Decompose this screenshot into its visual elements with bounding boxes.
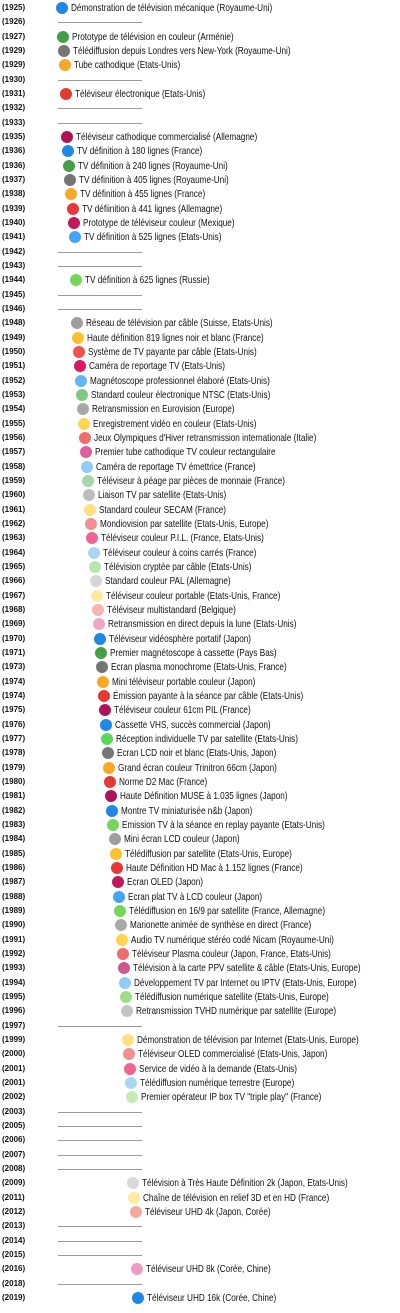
year-label: (1982) bbox=[2, 805, 26, 815]
event-dot bbox=[68, 217, 80, 229]
year-label: (1988) bbox=[2, 891, 26, 901]
event-dot bbox=[118, 962, 130, 974]
year-label: (1967) bbox=[2, 590, 26, 600]
event-dot bbox=[104, 776, 116, 788]
year-label: (1971) bbox=[2, 648, 26, 657]
event-dot bbox=[119, 977, 131, 989]
event-label: Téléviseur UHD 8k (Corée, Chine) bbox=[145, 1263, 271, 1276]
year-divider bbox=[58, 108, 142, 109]
event-label: Télédiffusion par satellite (Etats-Unis, Europe) bbox=[124, 847, 292, 860]
year-label: (1987) bbox=[2, 877, 26, 887]
event-label: Audio TV numérique stéréo codé Nicam (Royaume-Uni) bbox=[130, 933, 334, 946]
year-label: (1983) bbox=[2, 820, 26, 829]
event-label: Téléviseur Plasma couleur (Japon, France, Etats-Unis) bbox=[131, 948, 331, 960]
year-divider bbox=[58, 1284, 142, 1285]
event-dot bbox=[120, 991, 132, 1003]
event-dot bbox=[124, 1063, 136, 1075]
event-label: Émission payante à la séance par câble (Etats-Unis) bbox=[113, 690, 304, 702]
event-dot bbox=[91, 590, 103, 602]
year-label: (2005) bbox=[2, 1121, 26, 1130]
event-dot bbox=[78, 418, 90, 430]
year-divider bbox=[58, 1140, 142, 1141]
year-label: (2003) bbox=[2, 1106, 26, 1116]
year-label: (1959) bbox=[2, 476, 26, 485]
event-label: Premier magnétoscope à cassette (Pays Bas) bbox=[109, 647, 277, 659]
year-label: (1977) bbox=[2, 734, 26, 743]
year-label: (2014) bbox=[2, 1235, 26, 1245]
year-label: (2012) bbox=[2, 1207, 26, 1216]
year-divider bbox=[58, 123, 142, 124]
event-dot bbox=[130, 1206, 142, 1218]
year-label: (2009) bbox=[2, 1178, 26, 1188]
event-label: Mini téléviseur portable couleur (Japon) bbox=[111, 675, 256, 688]
year-label: (1992) bbox=[2, 949, 26, 958]
event-label: Démonstration de télévision par Internet (Etats-Unis, Europe) bbox=[137, 1034, 359, 1046]
event-label: Téléviseur couleur portable (Etats-Unis, France) bbox=[105, 589, 280, 602]
event-dot bbox=[62, 145, 74, 157]
event-dot bbox=[84, 504, 96, 516]
year-label: (1991) bbox=[2, 934, 26, 944]
event-dot bbox=[93, 618, 105, 630]
event-dot bbox=[102, 747, 114, 759]
event-dot bbox=[81, 461, 93, 473]
year-divider bbox=[58, 1226, 142, 1227]
event-label: Ecran plat TV à LCD couleur (Japon) bbox=[127, 890, 262, 903]
event-dot bbox=[61, 131, 73, 143]
event-label: Standard couleur SECAM (France) bbox=[99, 503, 227, 516]
event-dot bbox=[103, 762, 115, 774]
year-label: (1950) bbox=[2, 347, 26, 356]
event-label: Jeux Olympiques d'Hiver retransmission internationale (Italie) bbox=[94, 432, 317, 444]
event-dot bbox=[59, 59, 71, 71]
event-dot bbox=[115, 919, 127, 931]
year-label: (1966) bbox=[2, 576, 26, 586]
year-label: (1944) bbox=[2, 275, 26, 285]
event-label: Téléviseur UHD 4k (Japon, Corée) bbox=[144, 1206, 271, 1218]
year-divider bbox=[58, 22, 142, 23]
year-label: (1962) bbox=[2, 519, 26, 528]
event-dot bbox=[82, 475, 94, 487]
event-dot bbox=[96, 661, 108, 673]
year-label: (1948) bbox=[2, 318, 26, 328]
event-dot bbox=[85, 518, 97, 530]
event-label: TV définition à 240 lignes (Royaume-Uni) bbox=[78, 159, 229, 172]
year-label: (1936) bbox=[2, 146, 26, 156]
event-label: Caméra de reportage TV (Etats-Unis) bbox=[88, 360, 225, 373]
event-dot bbox=[127, 1177, 139, 1189]
event-label: Mini écran LCD couleur (Japon) bbox=[123, 833, 240, 846]
event-dot bbox=[72, 332, 84, 344]
year-label: (1978) bbox=[2, 748, 26, 758]
year-label: (1937) bbox=[2, 175, 26, 184]
year-label: (2008) bbox=[2, 1164, 26, 1173]
event-dot bbox=[98, 690, 110, 702]
year-label: (1974) bbox=[2, 676, 26, 686]
year-label: (1956) bbox=[2, 433, 26, 442]
event-label: Mondiovision par satellite (Etats-Unis, Europe) bbox=[100, 518, 269, 530]
event-dot bbox=[100, 719, 112, 731]
event-dot bbox=[113, 891, 125, 903]
year-divider bbox=[58, 1026, 142, 1027]
event-label: TV définition à 455 lignes (France) bbox=[80, 188, 206, 201]
event-dot bbox=[64, 174, 76, 186]
year-label: (1973) bbox=[2, 662, 26, 672]
event-label: Prototype de télévision en couleur (Arménie) bbox=[72, 30, 234, 43]
year-label: (1957) bbox=[2, 447, 26, 457]
year-label: (2011) bbox=[2, 1192, 25, 1202]
event-dot bbox=[57, 31, 69, 43]
year-label: (1993) bbox=[2, 963, 26, 973]
event-dot bbox=[70, 274, 82, 286]
year-divider bbox=[58, 1126, 142, 1127]
event-dot bbox=[126, 1091, 138, 1103]
year-divider bbox=[58, 80, 142, 81]
event-dot bbox=[76, 389, 88, 401]
year-label: (1943) bbox=[2, 261, 26, 270]
event-dot bbox=[107, 819, 119, 831]
year-label: (1995) bbox=[2, 992, 26, 1001]
event-label: TV définition à 625 lignes (Russie) bbox=[84, 274, 210, 287]
year-label: (1940) bbox=[2, 218, 26, 227]
event-dot bbox=[75, 375, 87, 387]
year-label: (2006) bbox=[2, 1135, 26, 1145]
year-label: (1969) bbox=[2, 619, 26, 629]
event-dot bbox=[112, 876, 124, 888]
event-label: Système de TV payante par câble (Etats-Unis) bbox=[87, 346, 257, 358]
year-label: (1945) bbox=[2, 289, 26, 299]
year-label: (1946) bbox=[2, 304, 26, 313]
year-label: (1986) bbox=[2, 863, 26, 872]
event-dot bbox=[106, 805, 118, 817]
event-label: Service de vidéo à la demande (Etats-Unis) bbox=[139, 1062, 298, 1075]
event-dot bbox=[60, 88, 72, 100]
year-label: (1981) bbox=[2, 791, 26, 801]
year-label: (1958) bbox=[2, 461, 26, 471]
year-divider bbox=[58, 1155, 142, 1156]
event-dot bbox=[99, 704, 111, 716]
event-label: TV définition à 525 lignes (Etats-Unis) bbox=[83, 231, 222, 244]
event-dot bbox=[109, 833, 121, 845]
event-dot bbox=[71, 317, 83, 329]
event-dot bbox=[95, 647, 107, 659]
event-dot bbox=[88, 547, 100, 559]
event-dot bbox=[77, 403, 89, 415]
event-label: Télédiffusion en 16/9 par satellite (France, Allemagne) bbox=[128, 905, 325, 917]
event-dot bbox=[73, 346, 85, 358]
year-label: (1931) bbox=[2, 89, 26, 98]
year-divider bbox=[58, 1241, 142, 1242]
event-label: Réception individuelle TV par satellite (Etats-Unis) bbox=[116, 733, 299, 745]
year-label: (1936) bbox=[2, 160, 26, 170]
year-label: (1990) bbox=[2, 920, 26, 930]
year-label: (2016) bbox=[2, 1264, 26, 1274]
year-label: (1925) bbox=[2, 3, 26, 12]
event-dot bbox=[105, 790, 117, 802]
year-label: (1980) bbox=[2, 777, 26, 786]
event-label: Télédiffusion numérique satellite (Etats-Unis, Europe) bbox=[135, 991, 329, 1003]
event-dot bbox=[121, 1005, 133, 1017]
event-label: Retransmission en Eurovision (Europe) bbox=[92, 403, 235, 416]
event-dot bbox=[94, 633, 106, 645]
year-label: (1968) bbox=[2, 605, 26, 614]
event-label: Ecran plasma monochrome (Etats-Unis, France) bbox=[110, 661, 287, 674]
event-label: Télévision à la carte PPV satellite & câble (Etats-Unis, Europe) bbox=[132, 962, 361, 975]
event-label: Grand écran couleur Trinitron 66cm (Japon) bbox=[118, 761, 278, 774]
event-dot bbox=[132, 1292, 144, 1304]
year-label: (1951) bbox=[2, 361, 26, 371]
year-divider bbox=[58, 1112, 142, 1113]
year-label: (1932) bbox=[2, 103, 26, 113]
event-dot bbox=[65, 188, 77, 200]
year-label: (1989) bbox=[2, 906, 26, 915]
event-label: Enregistrement vidéo en couleur (Etats-Unis) bbox=[93, 417, 257, 430]
event-label: Standard couleur PAL (Allemagne) bbox=[104, 575, 231, 588]
event-label: Premier tube cathodique TV couleur rectangulaire bbox=[95, 446, 276, 459]
event-dot bbox=[123, 1048, 135, 1060]
year-label: (1963) bbox=[2, 533, 26, 543]
event-label: Télédiffusion depuis Londres vers New-York (Royaume-Uni) bbox=[73, 45, 291, 57]
event-label: Retransmission TVHD numérique par satellite (Europe) bbox=[136, 1005, 337, 1018]
event-label: Réseau de télévision par câble (Suisse, Etats-Unis) bbox=[85, 317, 273, 330]
year-label: (1970) bbox=[2, 633, 26, 643]
event-dot bbox=[122, 1034, 134, 1046]
year-label: (2001) bbox=[2, 1078, 26, 1087]
event-dot bbox=[114, 905, 126, 917]
year-label: (1979) bbox=[2, 762, 26, 772]
event-dot bbox=[101, 733, 113, 745]
event-dot bbox=[117, 948, 129, 960]
event-label: Cassette VHS, succès commercial (Japon) bbox=[115, 718, 271, 731]
year-label: (2015) bbox=[2, 1250, 26, 1259]
event-dot bbox=[92, 604, 104, 616]
year-label: (2019) bbox=[2, 1293, 26, 1302]
year-divider bbox=[58, 295, 142, 296]
event-label: Télédiffusion numérique terrestre (Europe) bbox=[140, 1077, 295, 1089]
event-dot bbox=[69, 231, 81, 243]
event-label: Télévision à Très Haute Définition 2k (Japon, Etats-Unis) bbox=[142, 1177, 349, 1190]
year-divider bbox=[58, 266, 142, 267]
event-label: Téléviseur couleur P.I.L. (France, Etats-Unis) bbox=[101, 532, 265, 545]
event-label: Magnétoscope professionnel élaboré (Etats-Unis) bbox=[89, 374, 270, 387]
event-dot bbox=[58, 45, 70, 57]
year-label: (1985) bbox=[2, 848, 26, 858]
year-label: (2000) bbox=[2, 1049, 26, 1059]
event-label: Emission TV à la séance en replay payante (Etats-Unis) bbox=[122, 819, 326, 831]
event-label: Téléviseur couleur à coins carrés (France) bbox=[102, 546, 256, 559]
year-label: (1953) bbox=[2, 390, 26, 399]
event-label: Haute Définition HD Mac à 1.152 lignes (France) bbox=[125, 862, 303, 874]
event-label: Ecran LCD noir et blanc (Etats-Unis, Japon) bbox=[117, 747, 277, 760]
event-label: Téléviseur à péage par pièces de monnaie (France) bbox=[97, 475, 286, 487]
event-dot bbox=[89, 561, 101, 573]
year-label: (1997) bbox=[2, 1020, 26, 1030]
year-label: (1976) bbox=[2, 719, 26, 729]
event-label: Liaison TV par satellite (Etats-Unis) bbox=[98, 489, 227, 502]
year-label: (1926) bbox=[2, 17, 26, 27]
event-label: Haute Définition MUSE à 1.035 lignes (Japon) bbox=[120, 790, 288, 803]
event-dot bbox=[125, 1077, 137, 1089]
event-label: Tube cathodique (Etats-Unis) bbox=[74, 59, 181, 72]
year-label: (1929) bbox=[2, 46, 26, 55]
event-dot bbox=[86, 532, 98, 544]
event-dot bbox=[97, 676, 109, 688]
year-label: (1974) bbox=[2, 691, 26, 700]
year-label: (2001) bbox=[2, 1063, 26, 1073]
year-divider bbox=[58, 252, 142, 253]
event-label: Prototype de téléviseur couleur (Mexique) bbox=[82, 217, 235, 229]
event-label: Téléviseur UHD 16k (Corée, Chine) bbox=[146, 1292, 276, 1304]
year-label: (1941) bbox=[2, 232, 26, 242]
year-label: (1964) bbox=[2, 547, 26, 557]
event-dot bbox=[79, 432, 91, 444]
year-label: (1954) bbox=[2, 404, 26, 414]
year-label: (2007) bbox=[2, 1149, 26, 1159]
event-label: Standard couleur électronique NTSC (Etats-Unis) bbox=[90, 389, 271, 401]
event-label: Téléviseur couleur 61cm PIL (France) bbox=[114, 704, 251, 717]
year-label: (2013) bbox=[2, 1221, 26, 1231]
year-label: (2018) bbox=[2, 1278, 26, 1288]
event-label: Téléviseur électronique (Etats-Unis) bbox=[75, 88, 206, 100]
year-label: (1952) bbox=[2, 375, 26, 385]
event-dot bbox=[80, 446, 92, 458]
event-dot bbox=[116, 934, 128, 946]
event-dot bbox=[67, 203, 79, 215]
event-label: Téléviseur OLED commercialisé (Etats-Unis, Japon) bbox=[138, 1048, 328, 1061]
event-dot bbox=[56, 2, 68, 14]
event-label: Démonstration de télévision mécanique (Royaume-Uni) bbox=[71, 2, 273, 14]
event-label: Norme D2 Mac (France) bbox=[119, 776, 208, 788]
year-label: (1961) bbox=[2, 504, 26, 514]
event-dot bbox=[74, 360, 86, 372]
year-label: (1939) bbox=[2, 203, 26, 213]
year-label: (1960) bbox=[2, 490, 26, 500]
year-label: (1949) bbox=[2, 332, 26, 342]
event-label: Téléviseur multistandard (Belgique) bbox=[106, 604, 236, 616]
event-dot bbox=[63, 160, 75, 172]
event-label: TV définition à 180 lignes (France) bbox=[77, 145, 203, 158]
year-label: (1975) bbox=[2, 705, 26, 715]
event-label: Premier opérateur IP box TV "triple play" (France) bbox=[141, 1091, 322, 1104]
year-label: (1938) bbox=[2, 189, 26, 199]
event-label: Montre TV miniaturisée n&b (Japon) bbox=[121, 804, 253, 817]
year-label: (1965) bbox=[2, 562, 26, 571]
year-label: (2002) bbox=[2, 1092, 26, 1102]
year-label: (1996) bbox=[2, 1006, 26, 1016]
event-label: Haute définition 819 lignes noir et blanc (France) bbox=[86, 331, 264, 344]
event-label: Chaîne de télévision en relief 3D et en HD (France) bbox=[143, 1191, 330, 1204]
year-label: (1927) bbox=[2, 31, 26, 41]
year-label: (1930) bbox=[2, 74, 26, 84]
year-label: (1929) bbox=[2, 60, 26, 70]
event-dot bbox=[131, 1263, 143, 1275]
year-label: (1999) bbox=[2, 1035, 26, 1044]
year-label: (1984) bbox=[2, 834, 26, 844]
event-dot bbox=[111, 862, 123, 874]
year-label: (1933) bbox=[2, 117, 26, 127]
year-divider bbox=[58, 1169, 142, 1170]
year-label: (1955) bbox=[2, 418, 26, 428]
year-label: (1942) bbox=[2, 246, 26, 256]
event-label: Téléviseur vidéosphère portatif (Japon) bbox=[108, 632, 251, 645]
event-dot bbox=[90, 575, 102, 587]
event-label: Caméra de reportage TV émettrice (France) bbox=[96, 460, 256, 473]
event-label: Télévision cryptée par câble (Etats-Unis) bbox=[103, 561, 252, 573]
event-label: Téléviseur cathodique commercialisé (Allemagne) bbox=[76, 131, 258, 143]
event-label: Développement TV par Internet ou IPTV (Etats-Unis, Europe) bbox=[134, 976, 357, 989]
event-dot bbox=[110, 848, 122, 860]
event-label: Retransmission en direct depuis la lune (Etats-Unis) bbox=[107, 618, 297, 631]
year-divider bbox=[58, 309, 142, 310]
event-label: TV défiinition à 441 lignes (Allemagne) bbox=[81, 202, 222, 215]
year-divider bbox=[58, 1255, 142, 1256]
event-label: TV définition à 405 lignes (Royaume-Uni) bbox=[79, 174, 230, 186]
event-dot bbox=[83, 489, 95, 501]
event-label: Ecran OLED (Japon) bbox=[126, 876, 203, 889]
event-dot bbox=[128, 1192, 140, 1204]
year-label: (1994) bbox=[2, 977, 26, 987]
year-label: (1935) bbox=[2, 132, 26, 141]
event-label: Marionette animée de synthèse en direct (France) bbox=[129, 919, 311, 932]
